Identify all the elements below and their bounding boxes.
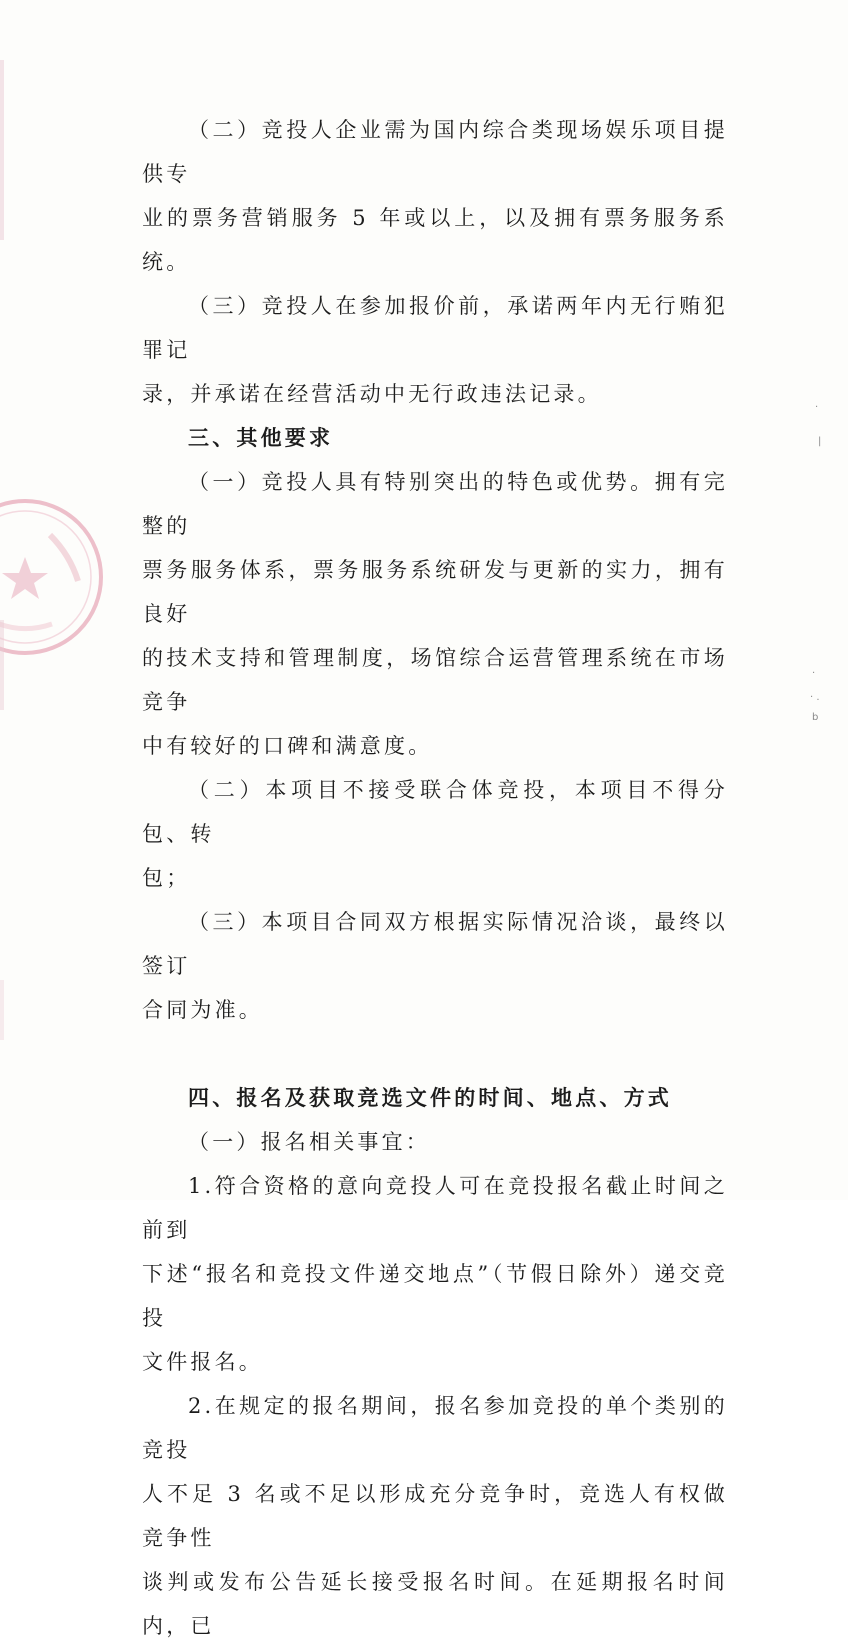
text-line: 录，并承诺在经营活动中无行政违法记录。 [142, 382, 602, 406]
section-4-heading [142, 1076, 728, 1120]
text-line: 中有较好的口碑和满意度。 [142, 734, 433, 758]
text-line: （三）本项目合同双方根据实际情况洽谈，最终以签订 [142, 910, 728, 978]
text-line: 1.符合资格的意向竞投人可在竞投报名截止时间之前到 [142, 1174, 728, 1242]
blank-line [142, 1032, 728, 1076]
scan-edge-mark-top [0, 60, 4, 240]
text-line: 下述“报名和竞投文件递交地点”（节假日除外）递交竞投 [142, 1262, 728, 1330]
scan-speck-2: | [818, 436, 822, 447]
other-req-item-2 [142, 768, 728, 900]
registration-subheading [142, 1120, 728, 1164]
text-line: （三）竞投人在参加报价前，承诺两年内无行贿犯罪记 [142, 294, 728, 362]
text-line: （一）竞投人具有特别突出的特色或优势。拥有完整的 [142, 470, 728, 538]
text-line: 四、报名及获取竞选文件的时间、地点、方式 [188, 1085, 672, 1110]
text-line: 2.在规定的报名期间，报名参加竞投的单个类别的竞投 [142, 1394, 728, 1462]
scan-speck-5: b [812, 712, 819, 723]
official-seal-stamp [0, 495, 120, 660]
text-line: 三、其他要求 [188, 425, 334, 450]
text-line: （二）本项目不接受联合体竞投，本项目不得分包、转 [142, 778, 728, 846]
text-line: 文件报名。 [142, 1350, 263, 1374]
text-line: 谈判或发布公告延长接受报名时间。在延期报名时间内，已 [142, 1570, 728, 1638]
scan-edge-mark-bottom [0, 980, 4, 1040]
section-3-heading [142, 416, 728, 460]
scan-speck-1: · [815, 402, 819, 413]
text-line: 合同为准。 [142, 998, 263, 1022]
scan-edge-mark-middle [0, 620, 4, 710]
document-body [142, 108, 728, 1648]
other-req-item-1 [142, 460, 728, 768]
scan-speck-4: · . [810, 692, 820, 703]
qualification-item-2 [142, 108, 728, 284]
text-line: （一）报名相关事宜： [188, 1130, 430, 1154]
registration-item-2 [142, 1384, 728, 1648]
text-line: 业的票务营销服务 5 年或以上，以及拥有票务服务系统。 [142, 206, 728, 274]
scan-speck-3: · [812, 668, 816, 679]
text-line: 的技术支持和管理制度，场馆综合运营管理系统在市场竞争 [142, 646, 728, 714]
text-line: 票务服务体系，票务服务系统研发与更新的实力，拥有良好 [142, 558, 728, 626]
text-line: 人不足 3 名或不足以形成充分竞争时，竞选人有权做竞争性 [142, 1482, 728, 1550]
qualification-item-3 [142, 284, 728, 416]
registration-item-1 [142, 1164, 728, 1384]
other-req-item-3 [142, 900, 728, 1032]
text-line: 包； [142, 866, 191, 890]
text-line: （二）竞投人企业需为国内综合类现场娱乐项目提供专 [142, 118, 728, 186]
